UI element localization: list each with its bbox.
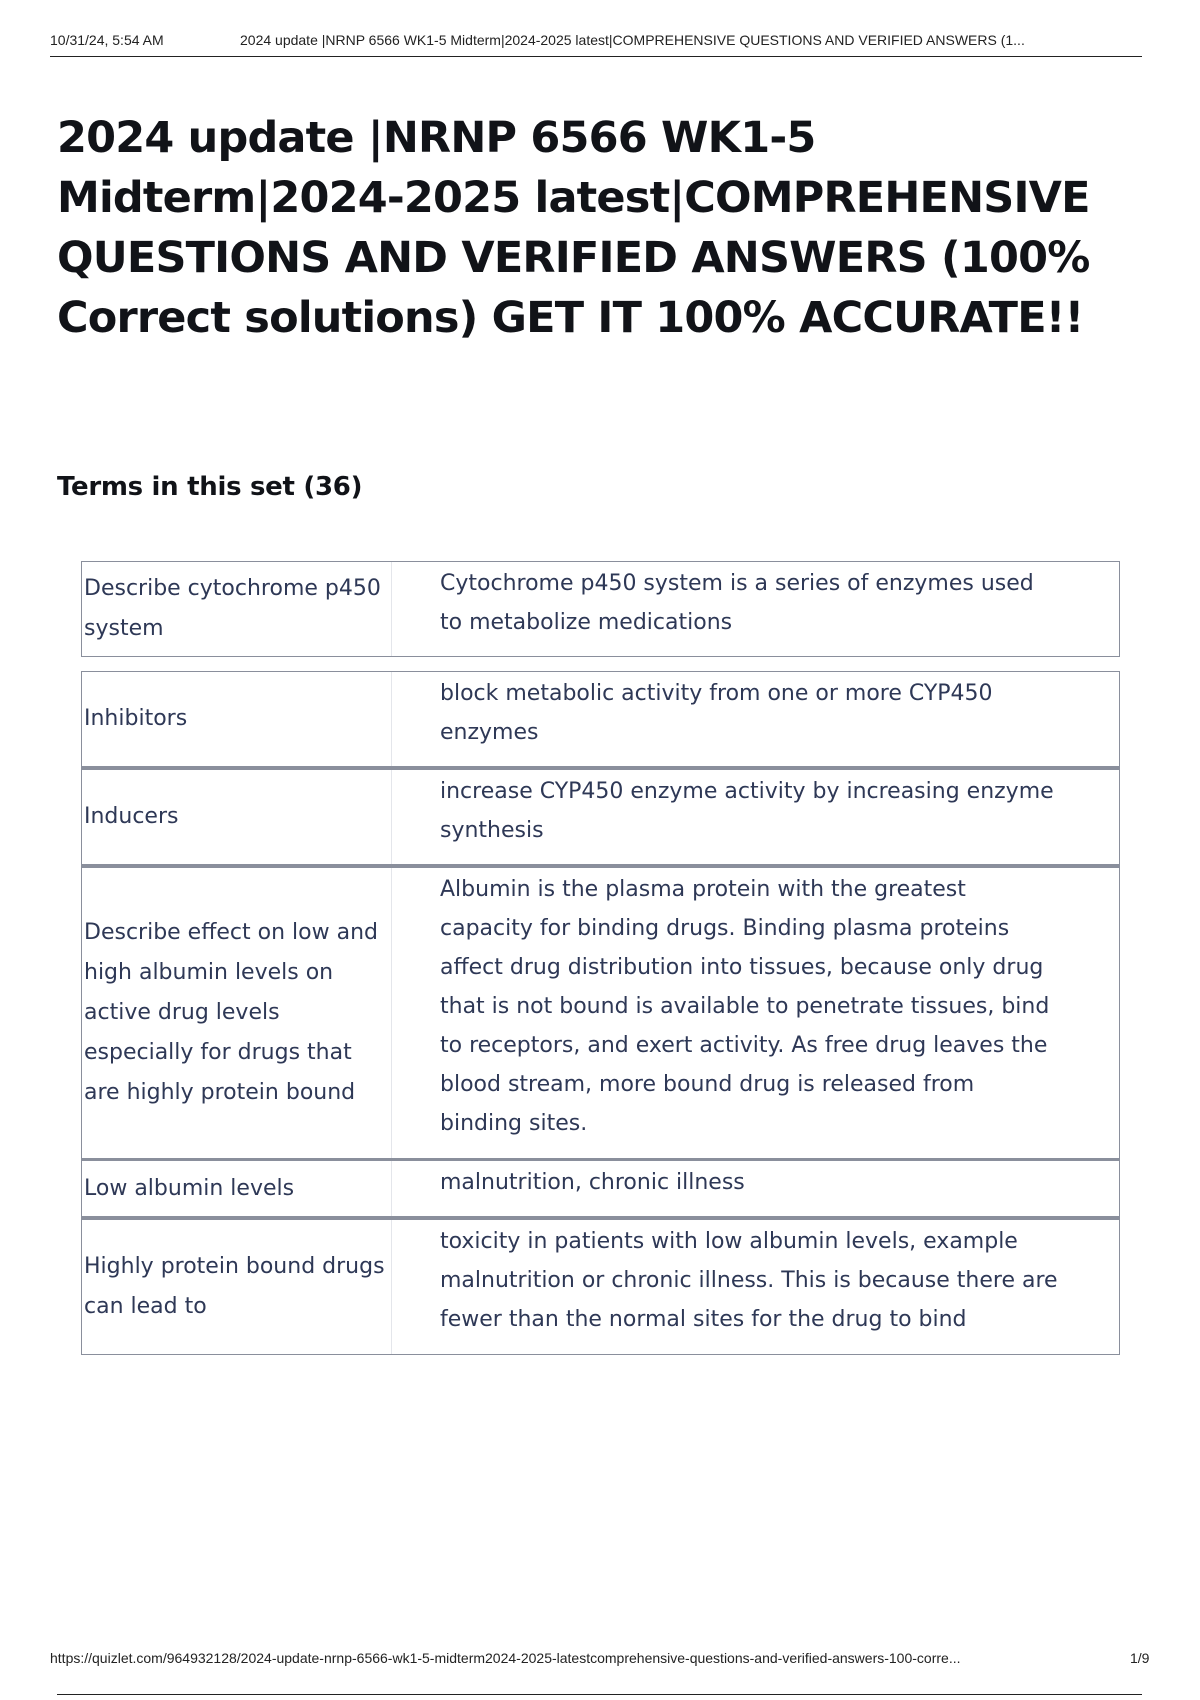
term-card	[81, 561, 1120, 657]
term-definition: toxicity in patients with low albumin levels, example malnutrition or chronic illness. This is because there are fewer than the normal sites for the drug to bind	[440, 1229, 1058, 1332]
term-definition: increase CYP450 enzyme activity by increasing enzyme synthesis	[440, 779, 1054, 843]
term-word: Describe effect on low and high albumin levels on active drug levels especially for drugs that are highly protein bound	[82, 868, 392, 1158]
print-page-title: 2024 update |NRNP 6566 WK1-5 Midterm|2024-2025 latest|COMPREHENSIVE QUESTIONS AND VERIFIED ANSWERS (1...	[240, 32, 1025, 48]
term-definition: Cytochrome p450 system is a series of enzymes used to metabolize medications	[440, 571, 1034, 635]
term-card	[81, 1159, 1120, 1217]
term-definition: malnutrition, chronic illness	[440, 1170, 745, 1195]
print-date: 10/31/24, 5:54 AM	[50, 32, 164, 48]
set-title: 2024 update |NRNP 6566 WK1-5 Midterm|2024-2025 latest|COMPREHENSIVE QUESTIONS AND VERIFIED ANSWERS (100% Correct solutions) GET IT 100% ACCURATE!!	[57, 113, 1090, 343]
terms-list	[81, 561, 1120, 1369]
page-number: 1/9	[1130, 1650, 1150, 1666]
footer-divider	[57, 1694, 1142, 1695]
term-word: Highly protein bound drugs can lead to	[82, 1220, 392, 1354]
term-word: Inducers	[82, 770, 392, 864]
terms-heading: Terms in this set (36)	[57, 472, 363, 502]
term-definition: block metabolic activity from one or more CYP450 enzymes	[440, 681, 993, 745]
term-card	[81, 865, 1120, 1159]
term-card	[81, 1217, 1120, 1355]
page-url: https://quizlet.com/964932128/2024-update-nrnp-6566-wk1-5-midterm2024-2025-latestcomprehensive-questions-and-verified-answers-100-corre...	[50, 1650, 961, 1666]
term-card	[81, 767, 1120, 865]
term-definition: Albumin is the plasma protein with the greatest capacity for binding drugs. Binding plasma proteins affect drug distribution into tissues, because only drug that is not bound is available to penetrate tissues, bind to receptors, and exert activity. As free drug leaves the blood stream, more bound drug is released from binding sites.	[440, 877, 1050, 1136]
term-word: Describe cytochrome p450 system	[82, 562, 392, 656]
print-header	[50, 30, 1142, 57]
term-word: Inhibitors	[82, 672, 392, 766]
term-card	[81, 671, 1120, 767]
term-word: Low albumin levels	[82, 1161, 392, 1216]
